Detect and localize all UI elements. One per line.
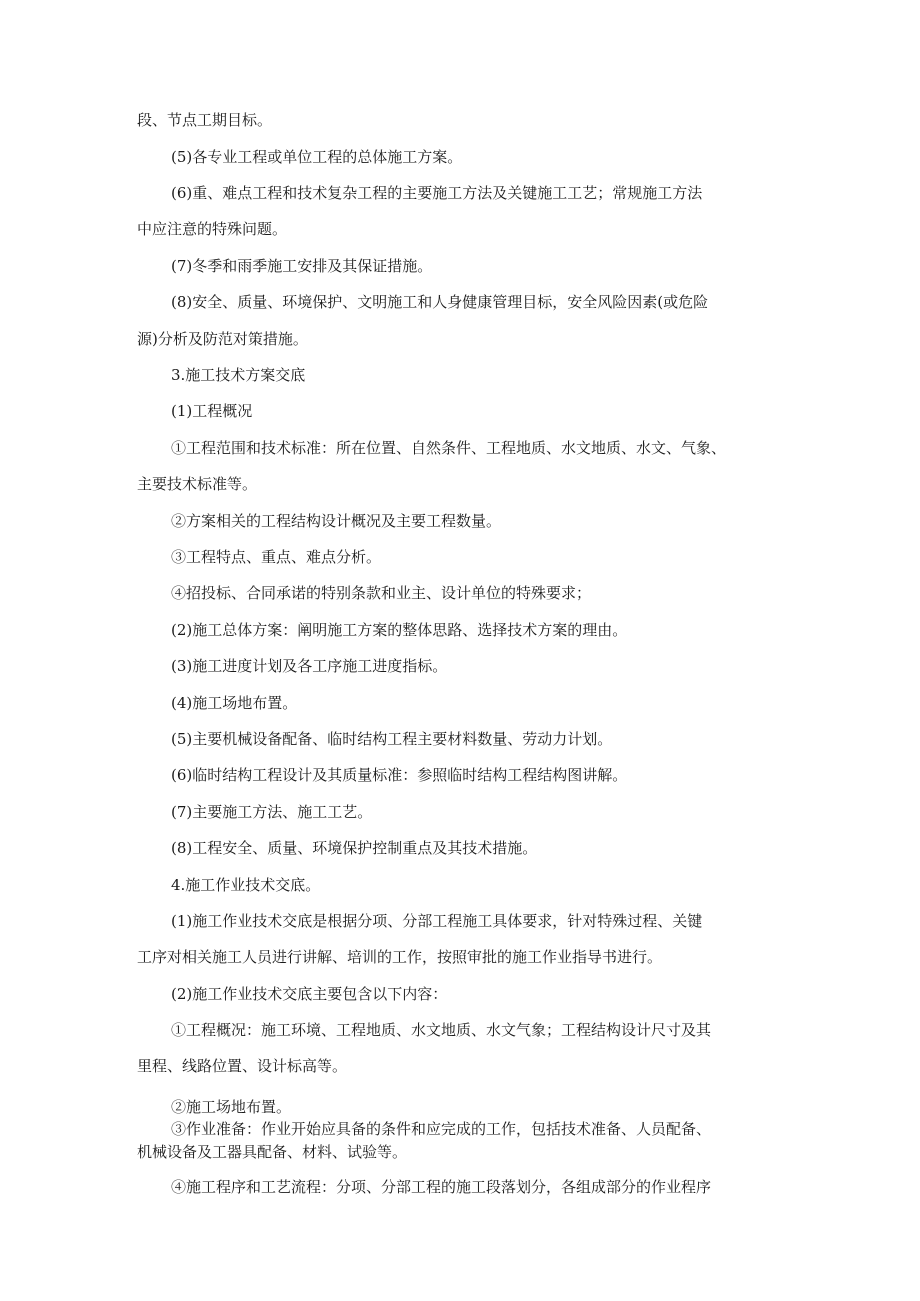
text-line: 里程、线路位置、设计标高等。	[137, 1057, 348, 1075]
text-line: (5)主要机械设备配备、临时结构工程主要材料数量、劳动力计划。	[171, 730, 613, 748]
text-line: (8)安全、质量、环境保护、文明施工和人身健康管理目标，安全风险因素(或危险	[171, 293, 709, 311]
text-line: 机械设备及工器具配备、材料、试验等。	[137, 1143, 408, 1161]
text-line: (7)主要施工方法、施工工艺。	[171, 803, 373, 821]
text-line: 源)分析及防范对策措施。	[137, 330, 308, 348]
text-line: (1)施工作业技术交底是根据分项、分部工程施工具体要求，针对特殊过程、关键	[171, 912, 703, 930]
text-line: 工序对相关施工人员进行讲解、培训的工作，按照审批的施工作业指导书进行。	[137, 948, 663, 966]
text-line: 中应注意的特殊问题。	[137, 220, 288, 238]
text-line: (2)施工作业技术交底主要包含以下内容：	[171, 985, 448, 1003]
text-line: ②施工场地布置。	[171, 1098, 292, 1116]
text-line: ①工程范围和技术标准：所在位置、自然条件、工程地质、水文地质、水文、气象、	[171, 439, 727, 457]
section-heading: 4.施工作业技术交底。	[171, 876, 321, 894]
text-line: (6)重、难点工程和技术复杂工程的主要施工方法及关键施工工艺；常规施工方法	[171, 184, 703, 202]
text-line: 段、节点工期目标。	[137, 111, 273, 129]
section-heading: 3.施工技术方案交底	[171, 366, 306, 384]
text-line: (3)施工进度计划及各工序施工进度指标。	[171, 657, 448, 675]
text-line: ③作业准备：作业开始应具备的条件和应完成的工作，包括技术准备、人员配备、	[171, 1120, 712, 1138]
text-line: (4)施工场地布置。	[171, 694, 298, 712]
text-line: 主要技术标准等。	[137, 475, 258, 493]
text-line: (7)冬季和雨季施工安排及其保证措施。	[171, 257, 433, 275]
text-line: ③工程特点、重点、难点分析。	[171, 548, 382, 566]
text-line: ②方案相关的工程结构设计概况及主要工程数量。	[171, 512, 502, 530]
text-line: ④施工程序和工艺流程：分项、分部工程的施工段落划分，各组成部分的作业程序	[171, 1178, 712, 1196]
text-line: (8)工程安全、质量、环境保护控制重点及其技术措施。	[171, 839, 538, 857]
text-line: ④招投标、合同承诺的特别条款和业主、设计单位的特殊要求；	[171, 584, 592, 602]
text-line: (6)临时结构工程设计及其质量标准：参照临时结构工程结构图讲解。	[171, 766, 628, 784]
text-line: (5)各专业工程或单位工程的总体施工方案。	[171, 148, 463, 166]
text-line: (1)工程概况	[171, 402, 253, 420]
text-line: (2)施工总体方案：阐明施工方案的整体思路、选择技术方案的理由。	[171, 621, 628, 639]
text-line: ①工程概况：施工环境、工程地质、水文地质、水文气象；工程结构设计尺寸及其	[171, 1021, 712, 1039]
